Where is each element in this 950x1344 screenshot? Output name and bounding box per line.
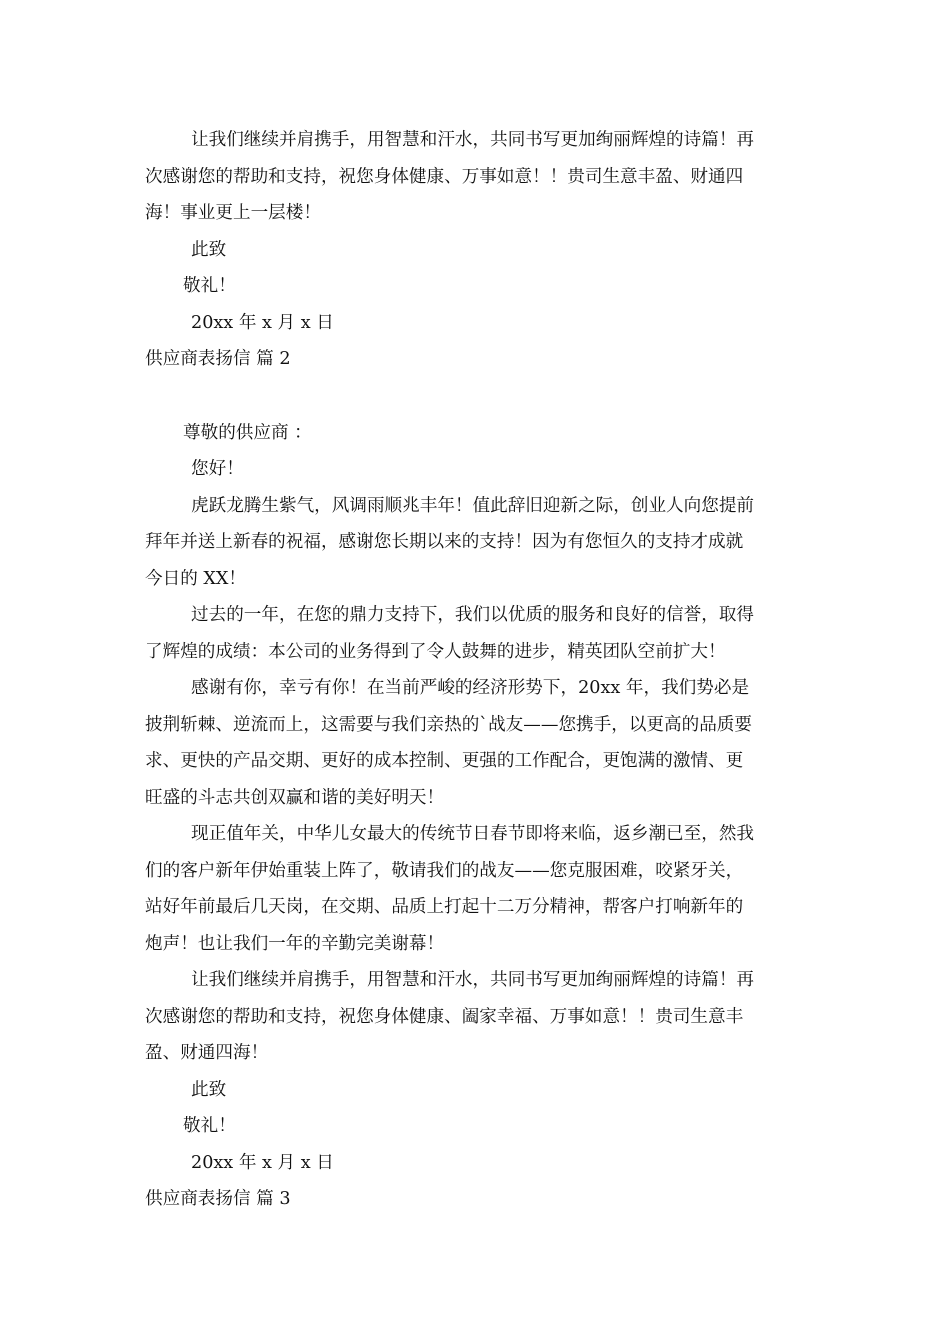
salutation-jing-li: 敬礼！ [183, 1116, 236, 1136]
text-line: 感谢有你，幸亏有你！在当前严峻的经济形势下，20xx 年，我们势必是 [191, 678, 750, 698]
closing-ci-zhi: 此致 [191, 1079, 227, 1100]
section-heading-3: 供应商表扬信 篇 3 [145, 1189, 291, 1209]
text-line: 虎跃龙腾生紫气，风调雨顺兆丰年！值此辞旧迎新之际，创业人向您提前 [191, 495, 755, 516]
text-line: 次感谢您的帮助和支持，祝您身体健康、阖家幸福、万事如意！！贵司生意丰 [145, 1006, 744, 1027]
text-line: 过去的一年，在您的鼎力支持下，我们以优质的服务和良好的信誉，取得 [191, 605, 755, 625]
letter-date: 20xx 年 x 月 x 日 [191, 1152, 334, 1173]
section-heading-2: 供应商表扬信 篇 2 [145, 349, 291, 369]
salutation-jing-li: 敬礼！ [183, 276, 236, 296]
text-line: 求、更快的产品交期、更好的成本控制、更强的工作配合，更饱满的激情、更 [145, 751, 744, 771]
section1-paragraph [145, 122, 810, 232]
text-line: 次感谢您的帮助和支持，祝您身体健康、万事如意！！贵司生意丰盈、财通四 [145, 166, 744, 187]
text-line: 海！事业更上一层楼！ [145, 203, 321, 223]
paragraph-1 [145, 488, 810, 598]
text-line: 拜年并送上新春的祝福，感谢您长期以来的支持！因为有您恒久的支持才成就 [145, 532, 744, 552]
greeting-line: 您好！ [191, 459, 244, 479]
blank-line [145, 378, 810, 415]
closing-ci-zhi: 此致 [191, 239, 227, 260]
text-line: 炮声！也让我们一年的辛勤完美谢幕！ [145, 933, 445, 954]
paragraph-4 [145, 816, 810, 962]
text-line: 盈、财通四海！ [145, 1043, 269, 1063]
paragraph-5 [145, 962, 810, 1072]
recipient-line: 尊敬的供应商 ： [183, 422, 312, 443]
letter-date: 20xx 年 x 月 x 日 [191, 312, 334, 333]
text-line: 们的客户新年伊始重装上阵了，敬请我们的战友——您克服困难，咬紧牙关， [145, 860, 744, 881]
text-line: 让我们继续并肩携手，用智慧和汗水，共同书写更加绚丽辉煌的诗篇！再 [191, 970, 755, 990]
text-line: 让我们继续并肩携手，用智慧和汗水，共同书写更加绚丽辉煌的诗篇！再 [191, 130, 755, 150]
paragraph-3 [145, 670, 810, 816]
text-line: 旺盛的斗志共创双赢和谐的美好明天！ [145, 787, 445, 808]
text-line: 今日的 XX！ [145, 568, 247, 589]
text-line: 披荆斩棘、逆流而上，这需要与我们亲热的`战友——您携手，以更高的品质要 [145, 714, 752, 735]
text-line: 站好年前最后几天岗，在交期、品质上打起十二万分精神，帮客户打响新年的 [145, 897, 744, 917]
text-line: 现正值年关，中华儿女最大的传统节日春节即将来临，返乡潮已至，然我 [191, 824, 755, 844]
document-page [145, 122, 810, 1218]
text-line: 了辉煌的成绩：本公司的业务得到了令人鼓舞的进步，精英团队空前扩大！ [145, 641, 726, 662]
paragraph-2 [145, 597, 810, 670]
